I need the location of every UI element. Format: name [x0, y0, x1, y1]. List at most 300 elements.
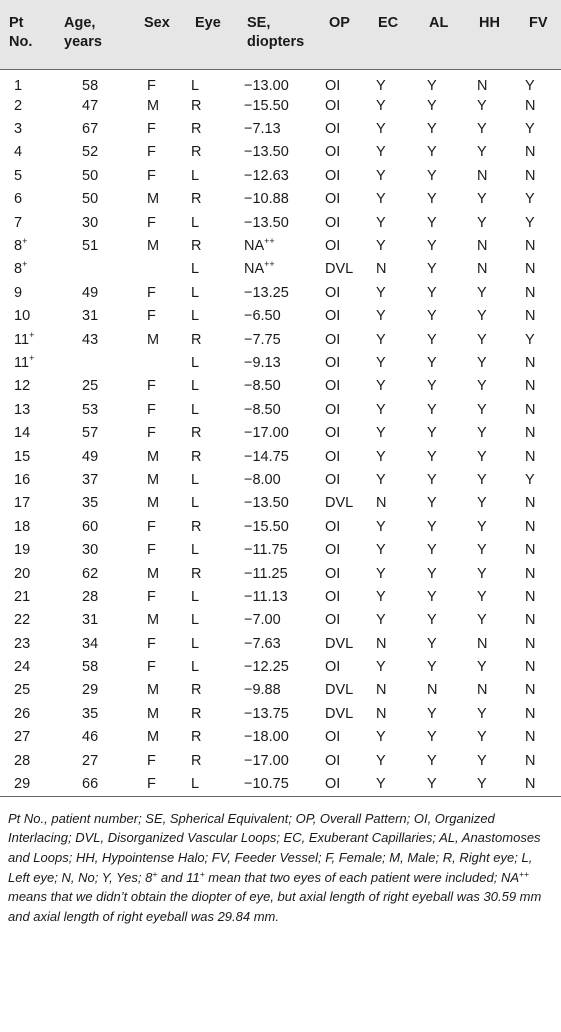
table-row: [0, 375, 561, 398]
cell-op-value: OI: [325, 167, 341, 184]
cell-se-value: −12.25: [244, 659, 289, 676]
cell-sex: [138, 258, 189, 281]
cell-sex: [138, 165, 189, 188]
cell-age: [58, 632, 138, 655]
cell-sex: [138, 516, 189, 539]
cell-age-value: 30: [82, 214, 99, 231]
header-hh: [473, 0, 523, 69]
cell-al-value: Y: [427, 518, 437, 535]
cell-al: [423, 95, 473, 118]
cell-se: [241, 258, 323, 281]
cell-pt-no: [0, 703, 58, 726]
cell-se-value: −17.00: [244, 425, 289, 442]
cell-hh: [473, 188, 523, 211]
cell-se-value: −8.50: [244, 401, 281, 418]
cell-sex: [138, 773, 189, 796]
header-label-line: OP: [329, 15, 350, 31]
cell-se-value: −15.50: [244, 518, 289, 535]
cell-eye: [189, 165, 241, 188]
cell-pt-no-value: 26: [14, 705, 31, 722]
cell-eye: [189, 703, 241, 726]
cell-op: [323, 282, 372, 305]
cell-eye-value: L: [191, 495, 200, 512]
cell-al: [423, 399, 473, 422]
cell-hh: [473, 118, 523, 141]
cell-hh-value: Y: [477, 495, 487, 512]
cell-sex-value: M: [147, 238, 160, 255]
cell-sex-value: F: [147, 401, 156, 418]
cell-al-value: Y: [427, 448, 437, 465]
cell-op: [323, 375, 372, 398]
cell-pt-no-value: 3: [14, 121, 23, 138]
cell-hh-value: Y: [477, 729, 487, 746]
cell-age: [58, 539, 138, 562]
cell-fv: [523, 656, 561, 679]
cell-op: [323, 726, 372, 749]
cell-fv: [523, 235, 561, 258]
cell-al-value: Y: [427, 378, 437, 395]
cell-eye: [189, 141, 241, 164]
cell-se-value: −10.88: [244, 191, 289, 208]
cell-sex: [138, 235, 189, 258]
header-label-line: No.: [9, 34, 33, 50]
cell-op-value: OI: [325, 612, 341, 629]
cell-sex-value: F: [147, 144, 156, 161]
table-row: [0, 352, 561, 375]
cell-age: [58, 328, 138, 351]
cell-fv: [523, 492, 561, 515]
cell-op: [323, 118, 372, 141]
cell-fv: [523, 305, 561, 328]
cell-sex: [138, 562, 189, 585]
cell-fv: [523, 773, 561, 796]
cell-age-value: 30: [82, 542, 99, 559]
cell-hh-value: N: [477, 682, 488, 699]
cell-eye: [189, 749, 241, 772]
cell-op-value: OI: [325, 331, 341, 348]
cell-ec: [372, 422, 423, 445]
cell-pt-no-superscript: +: [29, 329, 35, 340]
cell-age: [58, 492, 138, 515]
cell-al: [423, 749, 473, 772]
cell-se: [241, 539, 323, 562]
cell-ec: [372, 188, 423, 211]
cell-se: [241, 632, 323, 655]
cell-fv: [523, 562, 561, 585]
cell-ec-value: N: [376, 682, 387, 699]
cell-pt-no: [0, 445, 58, 468]
cell-eye-value: R: [191, 752, 202, 769]
cell-se: [241, 422, 323, 445]
cell-hh: [473, 632, 523, 655]
cell-sex: [138, 118, 189, 141]
cell-se: [241, 69, 323, 95]
cell-ec-value: Y: [376, 729, 386, 746]
cell-ec-value: Y: [376, 752, 386, 769]
cell-al-value: Y: [427, 752, 437, 769]
cell-pt-no-value: 16: [14, 471, 31, 488]
cell-se: [241, 492, 323, 515]
cell-age: [58, 469, 138, 492]
cell-sex-value: F: [147, 308, 156, 325]
cell-al: [423, 469, 473, 492]
cell-se-value: −13.50: [244, 144, 289, 161]
cell-al-value: Y: [427, 331, 437, 348]
cell-fv-value: N: [525, 518, 536, 535]
cell-op-value: DVL: [325, 495, 354, 512]
cell-ec: [372, 69, 423, 95]
cell-sex: [138, 492, 189, 515]
cell-hh-value: Y: [477, 705, 487, 722]
cell-age-value: 57: [82, 425, 99, 442]
cell-fv: [523, 586, 561, 609]
cell-pt-no-value: 18: [14, 518, 31, 535]
cell-se-value: −11.75: [244, 542, 288, 559]
cell-age-value: 49: [82, 284, 99, 301]
cell-se: [241, 726, 323, 749]
table-row: [0, 422, 561, 445]
cell-ec-value: Y: [376, 308, 386, 325]
cell-sex: [138, 749, 189, 772]
cell-hh: [473, 516, 523, 539]
cell-sex-value: F: [147, 378, 156, 395]
cell-al-value: Y: [427, 214, 437, 231]
cell-hh-value: Y: [477, 752, 487, 769]
cell-op: [323, 773, 372, 796]
cell-eye-value: L: [191, 588, 200, 605]
cell-pt-no-value: 20: [14, 565, 31, 582]
cell-age-value: 35: [82, 705, 99, 722]
cell-op: [323, 749, 372, 772]
cell-fv-value: N: [525, 144, 536, 161]
cell-age: [58, 399, 138, 422]
cell-sex-value: F: [147, 635, 156, 652]
cell-eye-value: R: [191, 238, 202, 255]
cell-age-value: 25: [82, 378, 99, 395]
cell-se-value: −11.13: [244, 588, 288, 605]
cell-fv: [523, 609, 561, 632]
cell-pt-no: [0, 749, 58, 772]
cell-pt-no-value: 15: [14, 448, 31, 465]
cell-age: [58, 118, 138, 141]
header-label-line: years: [64, 34, 102, 50]
cell-fv-value: N: [525, 401, 536, 418]
cell-eye: [189, 726, 241, 749]
cell-age: [58, 141, 138, 164]
cell-op-value: DVL: [325, 705, 354, 722]
cell-fv: [523, 352, 561, 375]
cell-al: [423, 141, 473, 164]
cell-ec-value: Y: [376, 284, 386, 301]
cell-op: [323, 165, 372, 188]
cell-pt-no-value: 8: [14, 261, 23, 278]
cell-age: [58, 282, 138, 305]
cell-al: [423, 352, 473, 375]
cell-sex: [138, 141, 189, 164]
cell-fv-value: N: [525, 167, 536, 184]
cell-ec: [372, 773, 423, 796]
cell-ec-value: Y: [376, 214, 386, 231]
cell-pt-no-value: 11: [14, 354, 30, 371]
cell-sex: [138, 328, 189, 351]
cell-eye-value: R: [191, 565, 202, 582]
cell-al: [423, 656, 473, 679]
cell-fv: [523, 95, 561, 118]
cell-se-value: −13.50: [244, 214, 289, 231]
cell-eye: [189, 258, 241, 281]
cell-op-value: OI: [325, 378, 341, 395]
header-label-line: HH: [479, 15, 500, 31]
cell-ec-value: Y: [376, 378, 386, 395]
cell-op: [323, 352, 372, 375]
table-row: [0, 773, 561, 796]
cell-ec-value: N: [376, 261, 387, 278]
cell-hh-value: Y: [477, 214, 487, 231]
cell-sex-value: M: [147, 191, 160, 208]
cell-ec: [372, 95, 423, 118]
cell-eye: [189, 516, 241, 539]
cell-al-value: Y: [427, 705, 437, 722]
cell-op: [323, 422, 372, 445]
cell-al: [423, 118, 473, 141]
cell-sex: [138, 375, 189, 398]
cell-op-value: OI: [325, 471, 341, 488]
cell-ec-value: N: [376, 705, 387, 722]
cell-pt-no-value: 7: [14, 214, 23, 231]
cell-hh: [473, 469, 523, 492]
cell-al: [423, 445, 473, 468]
cell-eye-value: R: [191, 448, 202, 465]
cell-se-value: −18.00: [244, 729, 289, 746]
cell-al: [423, 726, 473, 749]
cell-sex-value: M: [147, 565, 160, 582]
cell-fv: [523, 703, 561, 726]
cell-hh-value: Y: [477, 518, 487, 535]
cell-age-value: 34: [82, 635, 99, 652]
cell-sex-value: M: [147, 612, 160, 629]
cell-fv: [523, 375, 561, 398]
cell-se: [241, 445, 323, 468]
cell-op: [323, 492, 372, 515]
cell-ec-value: Y: [376, 425, 386, 442]
table-row: [0, 516, 561, 539]
cell-eye: [189, 679, 241, 702]
cell-fv-value: N: [525, 238, 536, 255]
cell-op-value: OI: [325, 401, 341, 418]
cell-hh: [473, 328, 523, 351]
cell-pt-no: [0, 188, 58, 211]
cell-op: [323, 609, 372, 632]
cell-ec: [372, 609, 423, 632]
cell-op: [323, 679, 372, 702]
header-label-line: diopters: [247, 34, 305, 50]
cell-pt-no: [0, 562, 58, 585]
cell-se: [241, 282, 323, 305]
cell-age-value: 51: [82, 238, 99, 255]
cell-se: [241, 211, 323, 234]
cell-op-value: OI: [325, 448, 341, 465]
cell-hh: [473, 422, 523, 445]
cell-hh-value: N: [477, 261, 488, 278]
cell-op-value: OI: [325, 284, 341, 301]
cell-op: [323, 188, 372, 211]
cell-hh-value: Y: [477, 378, 487, 395]
cell-pt-no-superscript: +: [22, 236, 28, 247]
cell-pt-no: [0, 632, 58, 655]
cell-op: [323, 258, 372, 281]
cell-op: [323, 445, 372, 468]
cell-age-value: 35: [82, 495, 99, 512]
cell-eye-value: L: [191, 378, 200, 395]
cell-fv-value: N: [525, 752, 536, 769]
cell-ec: [372, 375, 423, 398]
cell-al: [423, 516, 473, 539]
table-row: [0, 235, 561, 258]
table-row: [0, 399, 561, 422]
cell-ec-value: Y: [376, 659, 386, 676]
cell-se: [241, 235, 323, 258]
cell-se: [241, 609, 323, 632]
cell-age: [58, 679, 138, 702]
cell-pt-no-value: 27: [14, 729, 31, 746]
cell-hh: [473, 375, 523, 398]
cell-age: [58, 609, 138, 632]
cell-ec-value: Y: [376, 612, 386, 629]
cell-sex-value: M: [147, 331, 160, 348]
cell-hh: [473, 679, 523, 702]
cell-eye-value: L: [191, 354, 200, 371]
cell-sex: [138, 703, 189, 726]
cell-age-value: 66: [82, 775, 99, 792]
cell-ec-value: Y: [376, 144, 386, 161]
cell-pt-no: [0, 141, 58, 164]
cell-se-superscript: ++: [264, 236, 275, 247]
cell-eye: [189, 539, 241, 562]
cell-pt-no: [0, 469, 58, 492]
cell-ec: [372, 282, 423, 305]
cell-al-value: Y: [427, 471, 437, 488]
cell-se: [241, 328, 323, 351]
table-header: [0, 0, 561, 69]
cell-al: [423, 773, 473, 796]
cell-ec: [372, 469, 423, 492]
header-eye: [189, 0, 241, 69]
cell-eye-value: L: [191, 167, 200, 184]
cell-sex-value: F: [147, 77, 156, 94]
cell-ec-value: N: [376, 495, 387, 512]
header-label-line: Age,: [64, 15, 96, 31]
cell-op: [323, 632, 372, 655]
cell-al: [423, 375, 473, 398]
cell-pt-no: [0, 328, 58, 351]
cell-sex-value: F: [147, 214, 156, 231]
cell-al: [423, 632, 473, 655]
cell-eye-value: R: [191, 518, 202, 535]
cell-op-value: OI: [325, 354, 341, 371]
header-age: [58, 0, 138, 69]
cell-age: [58, 726, 138, 749]
cell-al-value: Y: [427, 612, 437, 629]
cell-ec-value: Y: [376, 542, 386, 559]
cell-eye-value: L: [191, 659, 200, 676]
cell-fv-value: N: [525, 659, 536, 676]
cell-al-value: Y: [427, 284, 437, 301]
cell-fv: [523, 165, 561, 188]
cell-op-value: OI: [325, 518, 341, 535]
header-al: [423, 0, 473, 69]
cell-se-value: −8.50: [244, 378, 281, 395]
cell-ec-value: Y: [376, 401, 386, 418]
cell-ec: [372, 539, 423, 562]
cell-eye: [189, 235, 241, 258]
cell-op: [323, 399, 372, 422]
cell-hh-value: Y: [477, 308, 487, 325]
cell-sex-value: M: [147, 495, 160, 512]
cell-hh-value: Y: [477, 121, 487, 138]
cell-fv: [523, 69, 561, 95]
cell-hh-value: Y: [477, 191, 487, 208]
cell-eye-value: L: [191, 542, 200, 559]
cell-op-value: DVL: [325, 682, 354, 699]
cell-age-value: 53: [82, 401, 99, 418]
table-row: [0, 141, 561, 164]
footnote-sup-2: +: [199, 868, 205, 879]
cell-pt-no-value: 1: [14, 77, 23, 94]
cell-eye: [189, 586, 241, 609]
cell-fv-value: Y: [525, 121, 535, 138]
cell-pt-no: [0, 586, 58, 609]
cell-eye-value: L: [191, 612, 200, 629]
cell-sex: [138, 282, 189, 305]
cell-hh-value: N: [477, 635, 488, 652]
cell-pt-no: [0, 305, 58, 328]
table-row: [0, 492, 561, 515]
cell-al-value: Y: [427, 425, 437, 442]
cell-hh: [473, 562, 523, 585]
cell-age-value: 58: [82, 77, 99, 94]
cell-fv-value: N: [525, 378, 536, 395]
cell-age-value: 58: [82, 659, 99, 676]
cell-pt-no-superscript: +: [22, 259, 28, 270]
cell-ec: [372, 118, 423, 141]
cell-fv-value: Y: [525, 77, 535, 94]
cell-pt-no: [0, 773, 58, 796]
header-op: [323, 0, 372, 69]
header-se: [241, 0, 323, 69]
cell-al-value: Y: [427, 588, 437, 605]
cell-hh: [473, 586, 523, 609]
cell-hh: [473, 69, 523, 95]
cell-eye-value: R: [191, 705, 202, 722]
cell-ec-value: Y: [376, 97, 386, 114]
cell-se-value: −14.75: [244, 448, 289, 465]
cell-al-value: Y: [427, 144, 437, 161]
cell-op-value: OI: [325, 77, 341, 94]
cell-op-value: OI: [325, 308, 341, 325]
cell-se: [241, 469, 323, 492]
cell-ec: [372, 352, 423, 375]
cell-al: [423, 562, 473, 585]
cell-ec: [372, 235, 423, 258]
cell-hh: [473, 211, 523, 234]
cell-se: [241, 352, 323, 375]
cell-pt-no-value: 2: [14, 97, 23, 114]
cell-sex-value: F: [147, 284, 156, 301]
cell-pt-no: [0, 352, 58, 375]
cell-eye: [189, 399, 241, 422]
cell-fv: [523, 282, 561, 305]
cell-age-value: 31: [82, 612, 99, 629]
